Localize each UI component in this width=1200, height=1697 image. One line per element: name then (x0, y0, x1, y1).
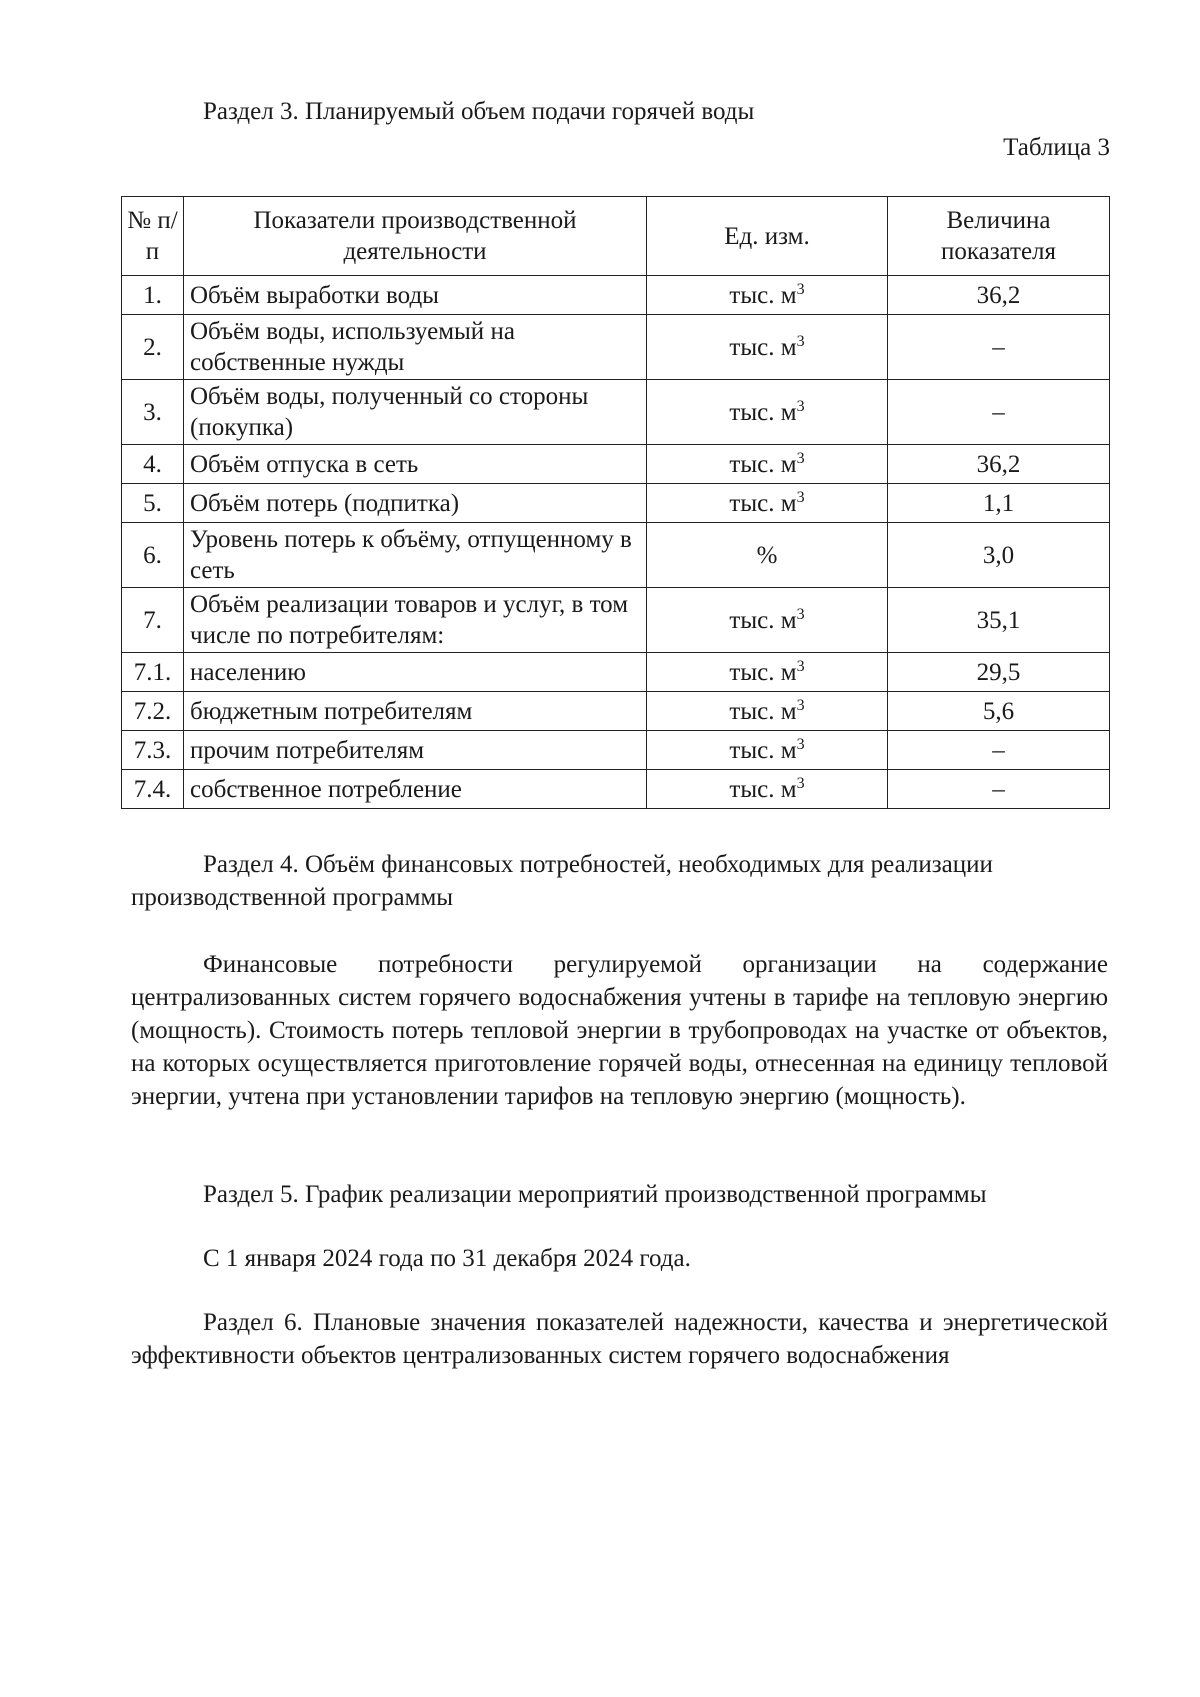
unit-base: тыс. м (729, 450, 797, 478)
unit-superscript: 3 (796, 657, 805, 675)
unit-base: тыс. м (729, 398, 797, 426)
row-indicator: бюджетным потребителям (184, 692, 647, 731)
table-row (122, 653, 1110, 692)
unit-superscript: 3 (796, 332, 805, 350)
row-unit (647, 731, 888, 770)
row-indicator: Объём воды, используемый на собственные нужды (184, 315, 647, 380)
row-unit (647, 315, 888, 380)
table-row (122, 276, 1110, 315)
row-num: 6. (122, 523, 184, 588)
unit-base: тыс. м (729, 281, 797, 309)
section-3-title: Раздел 3. Планируемый объем подачи горячей воды (203, 98, 755, 125)
row-indicator: Объём воды, полученный со стороны (покупка) (184, 380, 647, 445)
unit-superscript: 3 (796, 774, 805, 792)
row-num: 3. (122, 380, 184, 445)
row-unit (647, 588, 888, 653)
row-value: 36,2 (888, 276, 1110, 315)
row-unit (647, 770, 888, 809)
header-num: № п/п (122, 197, 184, 276)
unit-base: тыс. м (729, 606, 797, 634)
unit-base: % (756, 541, 778, 569)
unit-superscript: 3 (796, 735, 805, 753)
header-value: Величина показателя (888, 197, 1110, 276)
row-indicator: Объём отпуска в сеть (184, 445, 647, 484)
row-unit (647, 653, 888, 692)
row-num: 1. (122, 276, 184, 315)
row-num: 7. (122, 588, 184, 653)
unit-base: тыс. м (729, 489, 797, 517)
row-indicator: Объём потерь (подпитка) (184, 484, 647, 523)
row-indicator: Объём выработки воды (184, 276, 647, 315)
section-6-title: Раздел 6. Плановые значения показателей надежности, качества и энергетической эффективности объектов централизованных систем горячего водоснабжения (131, 1309, 1108, 1369)
table-caption: Таблица 3 (1003, 134, 1110, 161)
unit-base: тыс. м (729, 658, 797, 686)
row-value: 5,6 (888, 692, 1110, 731)
row-unit (647, 484, 888, 523)
header-unit: Ед. изм. (647, 197, 888, 276)
row-unit (647, 523, 888, 588)
table-row (122, 484, 1110, 523)
table-row (122, 315, 1110, 380)
table-row (122, 692, 1110, 731)
unit-base: тыс. м (729, 736, 797, 764)
row-value: 29,5 (888, 653, 1110, 692)
table-row (122, 731, 1110, 770)
unit-superscript: 3 (796, 696, 805, 714)
unit-superscript: 3 (796, 449, 805, 467)
row-value: – (888, 315, 1110, 380)
table-row (122, 523, 1110, 588)
row-value: 3,0 (888, 523, 1110, 588)
row-num: 7.4. (122, 770, 184, 809)
table-row (122, 445, 1110, 484)
row-num: 7.2. (122, 692, 184, 731)
unit-base: тыс. м (729, 697, 797, 725)
row-indicator: Уровень потерь к объёму, отпущенному в сеть (184, 523, 647, 588)
row-value: – (888, 770, 1110, 809)
row-num: 7.1. (122, 653, 184, 692)
row-unit (647, 276, 888, 315)
row-num: 4. (122, 445, 184, 484)
unit-superscript: 3 (796, 488, 805, 506)
row-indicator: населению (184, 653, 647, 692)
unit-base: тыс. м (729, 333, 797, 361)
section-4-paragraph: Финансовые потребности регулируемой организации на содержание централизованных систем горячего водоснабжения учтены в тарифе на тепловую энергию (мощность). Стоимость потерь тепловой энергии в трубопроводах на участке от объектов, на которых осуществляется приготовление горячей воды, отнесенная на единицу тепловой энергии, учтена при установлении тарифов на тепловую энергию (мощность). (131, 951, 1108, 1110)
production-table (121, 196, 1110, 809)
row-indicator: Объём реализации товаров и услуг, в том числе по потребителям: (184, 588, 647, 653)
unit-superscript: 3 (796, 605, 805, 623)
row-indicator: прочим потребителям (184, 731, 647, 770)
unit-base: тыс. м (729, 775, 797, 803)
section-5-period: С 1 января 2024 года по 31 декабря 2024 года. (203, 1245, 691, 1272)
table-body (122, 276, 1110, 809)
row-num: 7.3. (122, 731, 184, 770)
row-value: 36,2 (888, 445, 1110, 484)
table-header-row (122, 197, 1110, 276)
table-row (122, 770, 1110, 809)
row-value: 35,1 (888, 588, 1110, 653)
unit-superscript: 3 (796, 280, 805, 298)
header-indicator: Показатели производственной деятельности (184, 197, 647, 276)
table-row (122, 588, 1110, 653)
row-value: – (888, 731, 1110, 770)
unit-superscript: 3 (796, 397, 805, 415)
row-value: – (888, 380, 1110, 445)
row-num: 5. (122, 484, 184, 523)
section-5-title: Раздел 5. График реализации мероприятий производственной программы (203, 1181, 987, 1208)
row-value: 1,1 (888, 484, 1110, 523)
section-4-title: Раздел 4. Объём финансовых потребностей, необходимых для реализации производственной программы (131, 851, 993, 911)
row-num: 2. (122, 315, 184, 380)
row-unit (647, 380, 888, 445)
row-indicator: собственное потребление (184, 770, 647, 809)
row-unit (647, 692, 888, 731)
table-row (122, 380, 1110, 445)
row-unit (647, 445, 888, 484)
